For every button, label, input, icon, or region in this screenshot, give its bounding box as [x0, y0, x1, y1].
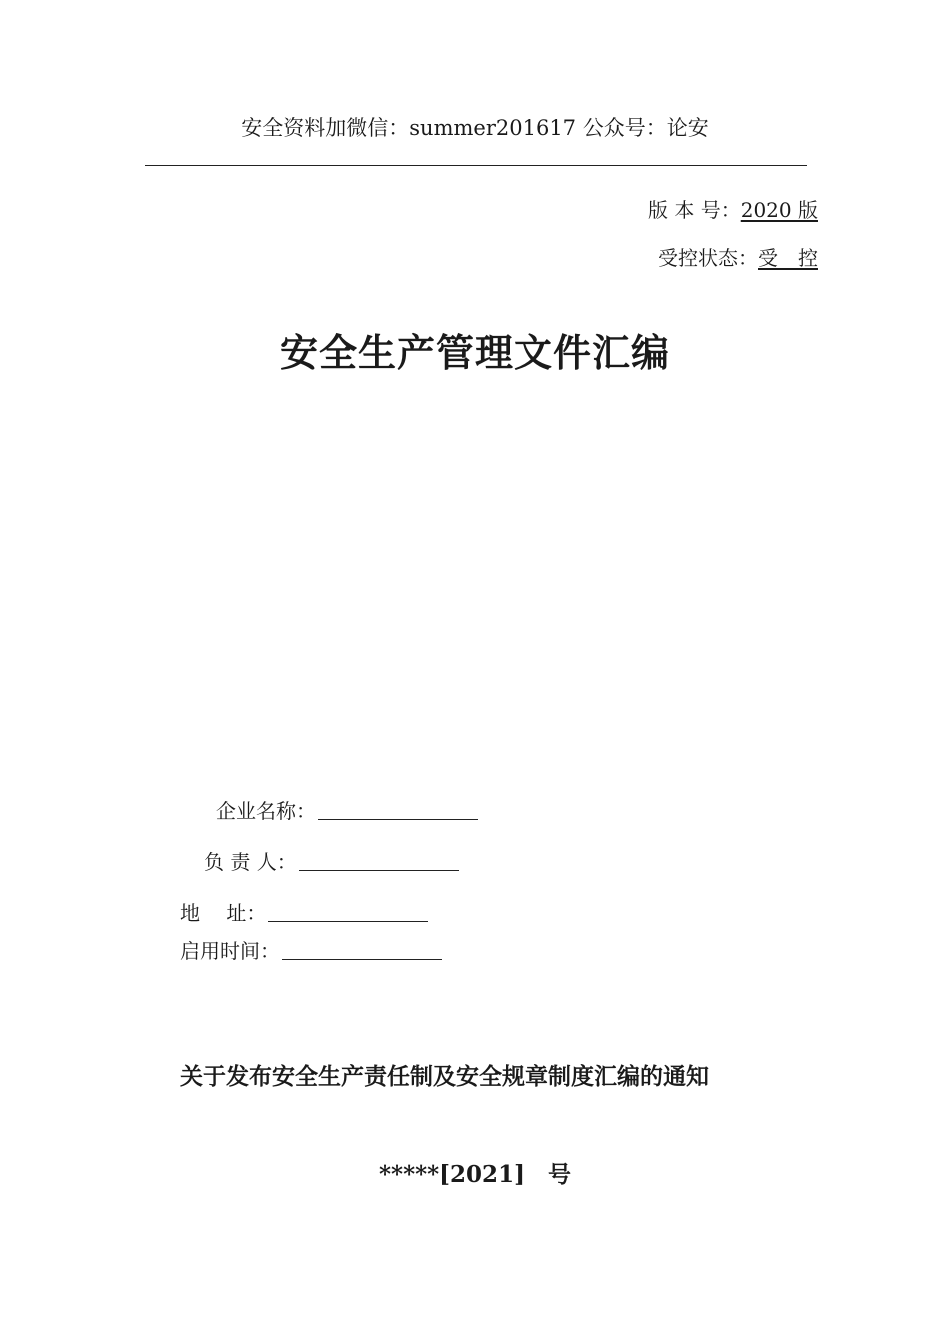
start-date-label: 启用时间：	[180, 939, 280, 963]
company-name-field	[216, 795, 478, 824]
owner-field	[204, 846, 459, 875]
company-name-blank	[318, 819, 478, 820]
document-title: 安全生产管理文件汇编	[279, 330, 670, 375]
address-field	[180, 897, 428, 926]
owner-label: 负 责 人：	[204, 850, 297, 874]
company-name-label: 企业名称：	[216, 799, 316, 823]
header-divider	[145, 165, 807, 166]
header-text: 安全资料加微信：summer201617 公众号：论安	[241, 116, 709, 140]
owner-blank	[299, 870, 459, 871]
control-status-line	[658, 242, 818, 271]
control-status-value: 受 控	[758, 246, 818, 270]
control-status-label: 受控状态：	[658, 246, 758, 270]
document-number: *****[2021] 号	[379, 1161, 571, 1188]
start-date-field	[180, 935, 442, 964]
notice-title: 关于发布安全生产责任制及安全规章制度汇编的通知	[180, 1063, 709, 1090]
address-blank	[268, 921, 428, 922]
address-label: 地 址：	[180, 901, 267, 925]
start-date-blank	[282, 959, 442, 960]
version-value: 2020 版	[740, 198, 818, 222]
version-label: 版 本 号：	[648, 198, 741, 222]
version-line	[648, 194, 818, 223]
